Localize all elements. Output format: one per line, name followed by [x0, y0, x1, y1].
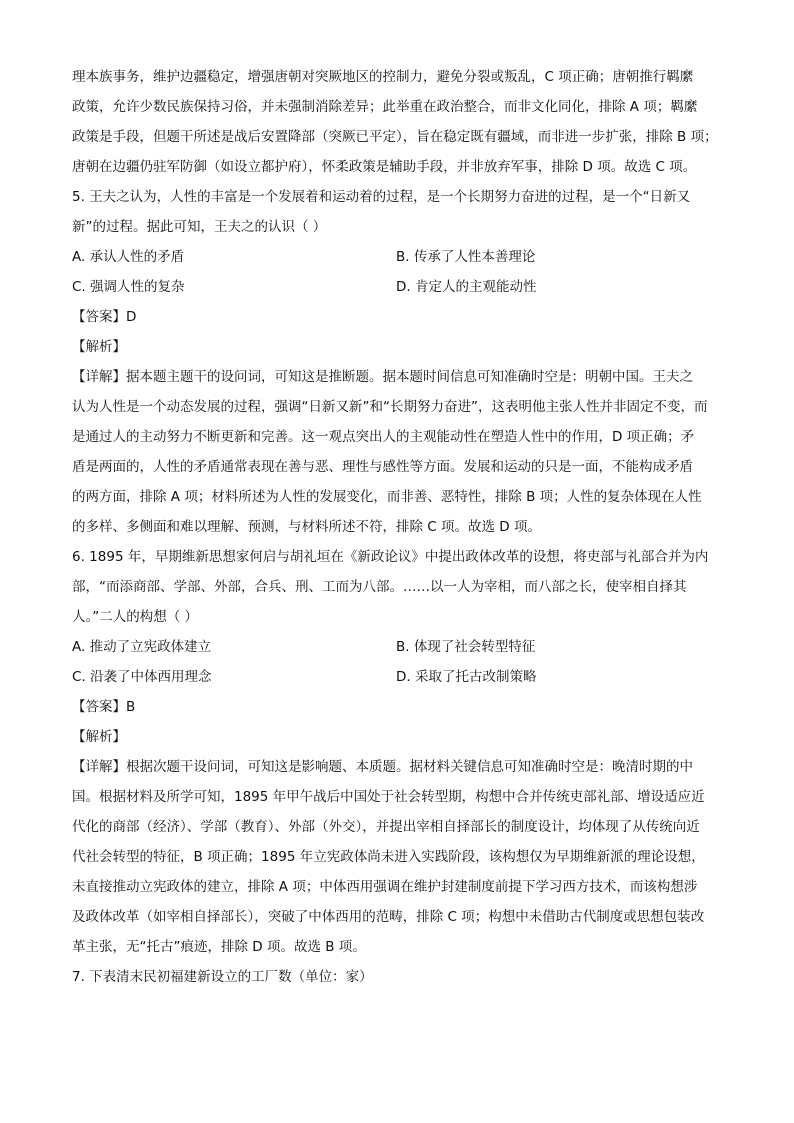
question-stem-line: 7. 下表清末民初福建新设立的工厂数（单位：家） — [72, 969, 373, 985]
option-c: C. 沿袭了中体西用理念 — [72, 669, 212, 685]
question-stem-line: 6. 1895 年，早期维新思想家何启与胡礼垣在《新政论议》中提出政体改革的设想，将吏部与礼部合并为内 — [72, 549, 709, 565]
analysis-line: 未直接推动立宪政体的建立，排除 A 项；中体西用强调在维护封建制度前提下学习西方技术，而该构想涉 — [72, 879, 698, 895]
analysis-line: 及政体改革（如宰相自择部长），突破了中体西用的范畴，排除 C 项；构想中未借助古代制度或思想包装改 — [72, 909, 705, 925]
question-stem-line: 部，“而添商部、学部、外部，合兵、刑、工而为八部。……以一人为宰相，而八部之长，使宰相自择其 — [72, 579, 687, 595]
q4-analysis-continued — [72, 62, 730, 182]
text-line: 政策，允许少数民族保持习俗，并未强制消除差异；此举重在政治整合，而非文化同化，排除 A 项；羁縻 — [72, 99, 698, 115]
option-row — [72, 272, 730, 302]
option-d: D. 采取了托古改制策略 — [396, 669, 537, 685]
question-stem-line: 人。”二人的构想（ ） — [72, 609, 199, 625]
option-b: B. 传承了人性本善理论 — [396, 249, 536, 265]
question-6 — [72, 542, 730, 962]
option-a: A. 推动了立宪政体建立 — [72, 639, 212, 655]
analysis-line: 的两方面，排除 A 项；材料所述为人性的发展变化，而非善、恶特性，排除 B 项；人性的复杂体现在人性 — [72, 489, 702, 505]
analysis-line: 革主张，无“托古”痕迹，排除 D 项。故选 B 项。 — [72, 939, 366, 955]
text-line: 政策是手段，但题干所述是战后安置降部（突厥已平定），旨在稳定既有疆域，而非进一步扩张，排除 B 项； — [72, 129, 718, 145]
option-row — [72, 662, 730, 692]
option-b: B. 体现了社会转型特征 — [396, 639, 536, 655]
analysis-line: 【详解】据本题主题干的设问词，可知这是推断题。据本题时间信息可知准确时空是：明朝中国。王夫之 — [72, 369, 693, 385]
question-5 — [72, 182, 730, 542]
text-line: 唐朝在边疆仍驻军防御（如设立都护府），怀柔政策是辅助手段，并非放弃军事，排除 D 项。故选 C 项。 — [72, 159, 697, 175]
text-line: 理本族事务，维护边疆稳定，增强唐朝对突厥地区的控制力，避免分裂或叛乱，C 项正确；唐朝推行羁縻 — [72, 69, 694, 85]
answer-label: 【答案】D — [72, 309, 137, 325]
analysis-heading: 【解析】 — [72, 729, 126, 745]
option-c: C. 强调人性的复杂 — [72, 279, 185, 295]
question-7 — [72, 962, 730, 992]
analysis-line: 是通过人的主动努力不断更新和完善。这一观点突出人的主观能动性在塑造人性中的作用，D 项正确；矛 — [72, 429, 695, 445]
analysis-line: 的多样、多侧面和难以理解、预测，与材料所述不符，排除 C 项。故选 D 项。 — [72, 519, 541, 535]
analysis-line: 盾是两面的，人性的矛盾通常表现在善与恶、理性与感性等方面。发展和运动的只是一面，不能构成矛盾 — [72, 459, 693, 475]
option-row — [72, 632, 730, 662]
analysis-line: 【详解】根据次题干设问词，可知这是影响题、本质题。据材料关键信息可知准确时空是：晚清时期的中 — [72, 759, 693, 775]
question-stem-line: 5. 王夫之认为，人性的丰富是一个发展着和运动着的过程，是一个长期努力奋进的过程，是一个“日新又 — [72, 189, 691, 205]
option-row — [72, 242, 730, 272]
answer-label: 【答案】B — [72, 699, 136, 715]
analysis-heading: 【解析】 — [72, 339, 126, 355]
analysis-line: 代化的商部（经济）、学部（教育）、外部（外交），并提出宰相自择部长的制度设计，均体现了从传统向近 — [72, 819, 700, 835]
option-d: D. 肯定人的主观能动性 — [396, 279, 537, 295]
option-a: A. 承认人性的矛盾 — [72, 249, 185, 265]
analysis-line: 国。根据材料及所学可知，1895 年甲午战后中国处于社会转型期，构想中合并传统吏部礼部、增设适应近 — [72, 789, 705, 805]
analysis-line: 认为人性是一个动态发展的过程，强调“日新又新”和“长期努力奋进”，这表明他主张人性并非固定不变，而 — [72, 399, 708, 415]
analysis-line: 代社会转型的特征，B 项正确；1895 年立宪政体尚未进入实践阶段，该构想仅为早期维新派的理论设想， — [72, 849, 705, 865]
document-page — [72, 62, 730, 992]
question-stem-line: 新”的过程。据此可知，王夫之的认识（ ） — [72, 219, 327, 235]
